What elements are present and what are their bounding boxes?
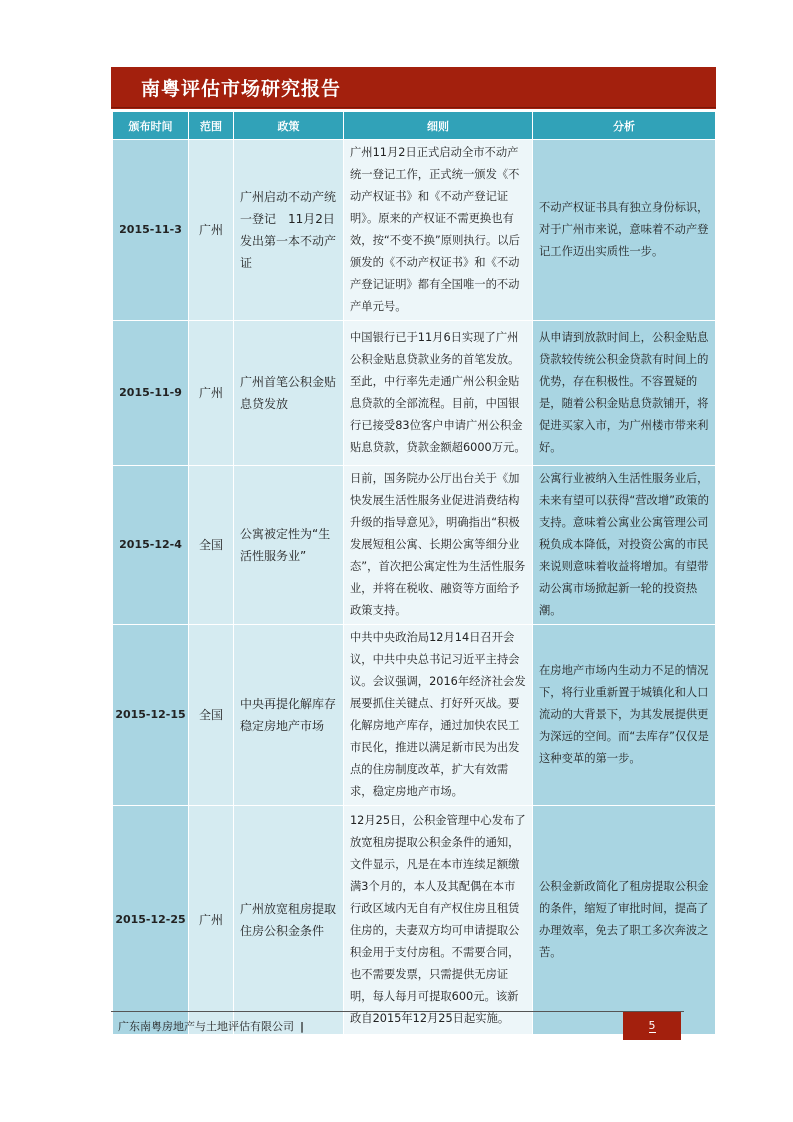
analysis-cell: 公积金新政简化了租房提取公积金的条件，缩短了审批时间，提高了办理效率，免去了职工多次奔波之苦。 xyxy=(533,806,716,1035)
date-cell: 2015-12-25 xyxy=(113,806,189,1035)
scope-cell: 全国 xyxy=(189,625,234,806)
page-number-box xyxy=(623,1012,681,1040)
footer-separator: | xyxy=(300,1020,305,1033)
analysis-cell: 在房地产市场内生动力不足的情况下，将行业重新置于城镇化和人口流动的大背景下，为其发展提供更为深远的空间。而“去库存”仅仅是这种变革的第一步。 xyxy=(533,625,716,806)
column-header-scope: 范围 xyxy=(189,112,234,140)
detail-cell: 中国银行已于11月6日实现了广州公积金贴息贷款业务的首笔发放。至此，中行率先走通广州公积金贴息贷款的全部流程。目前，中国银行已接受83位客户申请广州公积金贴息贷款，贷款金额超6000万元。 xyxy=(344,321,533,466)
scope-cell: 广州 xyxy=(189,806,234,1035)
column-header-date: 颁布时间 xyxy=(113,112,189,140)
scope-cell: 全国 xyxy=(189,466,234,625)
analysis-cell: 公寓行业被纳入生活性服务业后，未来有望可以获得“营改增”政策的支持。意味着公寓业公寓管理公司税负成本降低，对投资公寓的市民来说则意味着收益将增加。有望带动公寓市场掀起新一轮的投资热潮。 xyxy=(533,466,716,625)
date-cell: 2015-11-3 xyxy=(113,140,189,321)
report-header-banner xyxy=(111,67,716,107)
column-header-policy: 政策 xyxy=(234,112,344,140)
page-number: 5 xyxy=(648,1019,656,1032)
footer-divider xyxy=(111,1011,684,1012)
table-row xyxy=(113,466,716,625)
policy-table xyxy=(112,111,716,1035)
table-row xyxy=(113,140,716,321)
table-row xyxy=(113,806,716,1035)
table-row xyxy=(113,321,716,466)
detail-cell: 广州11月2日正式启动全市不动产统一登记工作，正式统一颁发《不动产权证书》和《不动产登记证明》。原来的产权证不需更换也有效，按“不变不换”原则执行。以后颁发的《不动产权证书》和《不动产登记证明》都有全国唯一的不动产单元号。 xyxy=(344,140,533,321)
footer-company: 广东南粤房地产与土地评估有限公司 xyxy=(118,1020,294,1033)
scope-cell: 广州 xyxy=(189,140,234,321)
scope-cell: 广州 xyxy=(189,321,234,466)
table-row xyxy=(113,625,716,806)
policy-cell: 广州启动不动产统一登记 11月2日发出第一本不动产证 xyxy=(234,140,344,321)
column-header-analysis: 分析 xyxy=(533,112,716,140)
footer xyxy=(118,1018,304,1034)
report-title: 南粤评估市场研究报告 xyxy=(141,78,342,100)
header-divider xyxy=(111,108,716,109)
analysis-cell: 从申请到放款时间上，公积金贴息贷款较传统公积金贷款有时间上的优势，存在积极性。不容置疑的是，随着公积金贴息贷款铺开，将促进买家入市，为广州楼市带来利好。 xyxy=(533,321,716,466)
detail-cell: 12月25日，公积金管理中心发布了放宽租房提取公积金条件的通知，文件显示，凡是在本市连续足额缴满3个月的，本人及其配偶在本市行政区域内无自有产权住房且租赁住房的，夫妻双方均可申请提取公积金用于支付房租。不需要合同，也不需要发票，只需提供无房证明，每人每月可提取600元。该新政自2015年12月25日起实施。 xyxy=(344,806,533,1035)
date-cell: 2015-12-15 xyxy=(113,625,189,806)
column-header-detail: 细则 xyxy=(344,112,533,140)
table-header-row xyxy=(113,112,716,140)
policy-cell: 中央再提化解库存稳定房地产市场 xyxy=(234,625,344,806)
policy-cell: 公寓被定性为“生活性服务业” xyxy=(234,466,344,625)
policy-cell: 广州首笔公积金贴息贷发放 xyxy=(234,321,344,466)
date-cell: 2015-12-4 xyxy=(113,466,189,625)
analysis-cell: 不动产权证书具有独立身份标识，对于广州市来说，意味着不动产登记工作迈出实质性一步。 xyxy=(533,140,716,321)
detail-cell: 中共中央政治局12月14日召开会议，中共中央总书记习近平主持会议。会议强调，2016年经济社会发展要抓住关键点、打好歼灭战。要化解房地产库存，通过加快农民工市民化，推进以满足新市民为出发点的住房制度改革，扩大有效需求，稳定房地产市场。 xyxy=(344,625,533,806)
date-cell: 2015-11-9 xyxy=(113,321,189,466)
detail-cell: 日前，国务院办公厅出台关于《加快发展生活性服务业促进消费结构升级的指导意见》，明确指出“积极发展短租公寓、长期公寓等细分业态”，首次把公寓定性为生活性服务业，并将在税收、融资等方面给予政策支持。 xyxy=(344,466,533,625)
policy-cell: 广州放宽租房提取住房公积金条件 xyxy=(234,806,344,1035)
